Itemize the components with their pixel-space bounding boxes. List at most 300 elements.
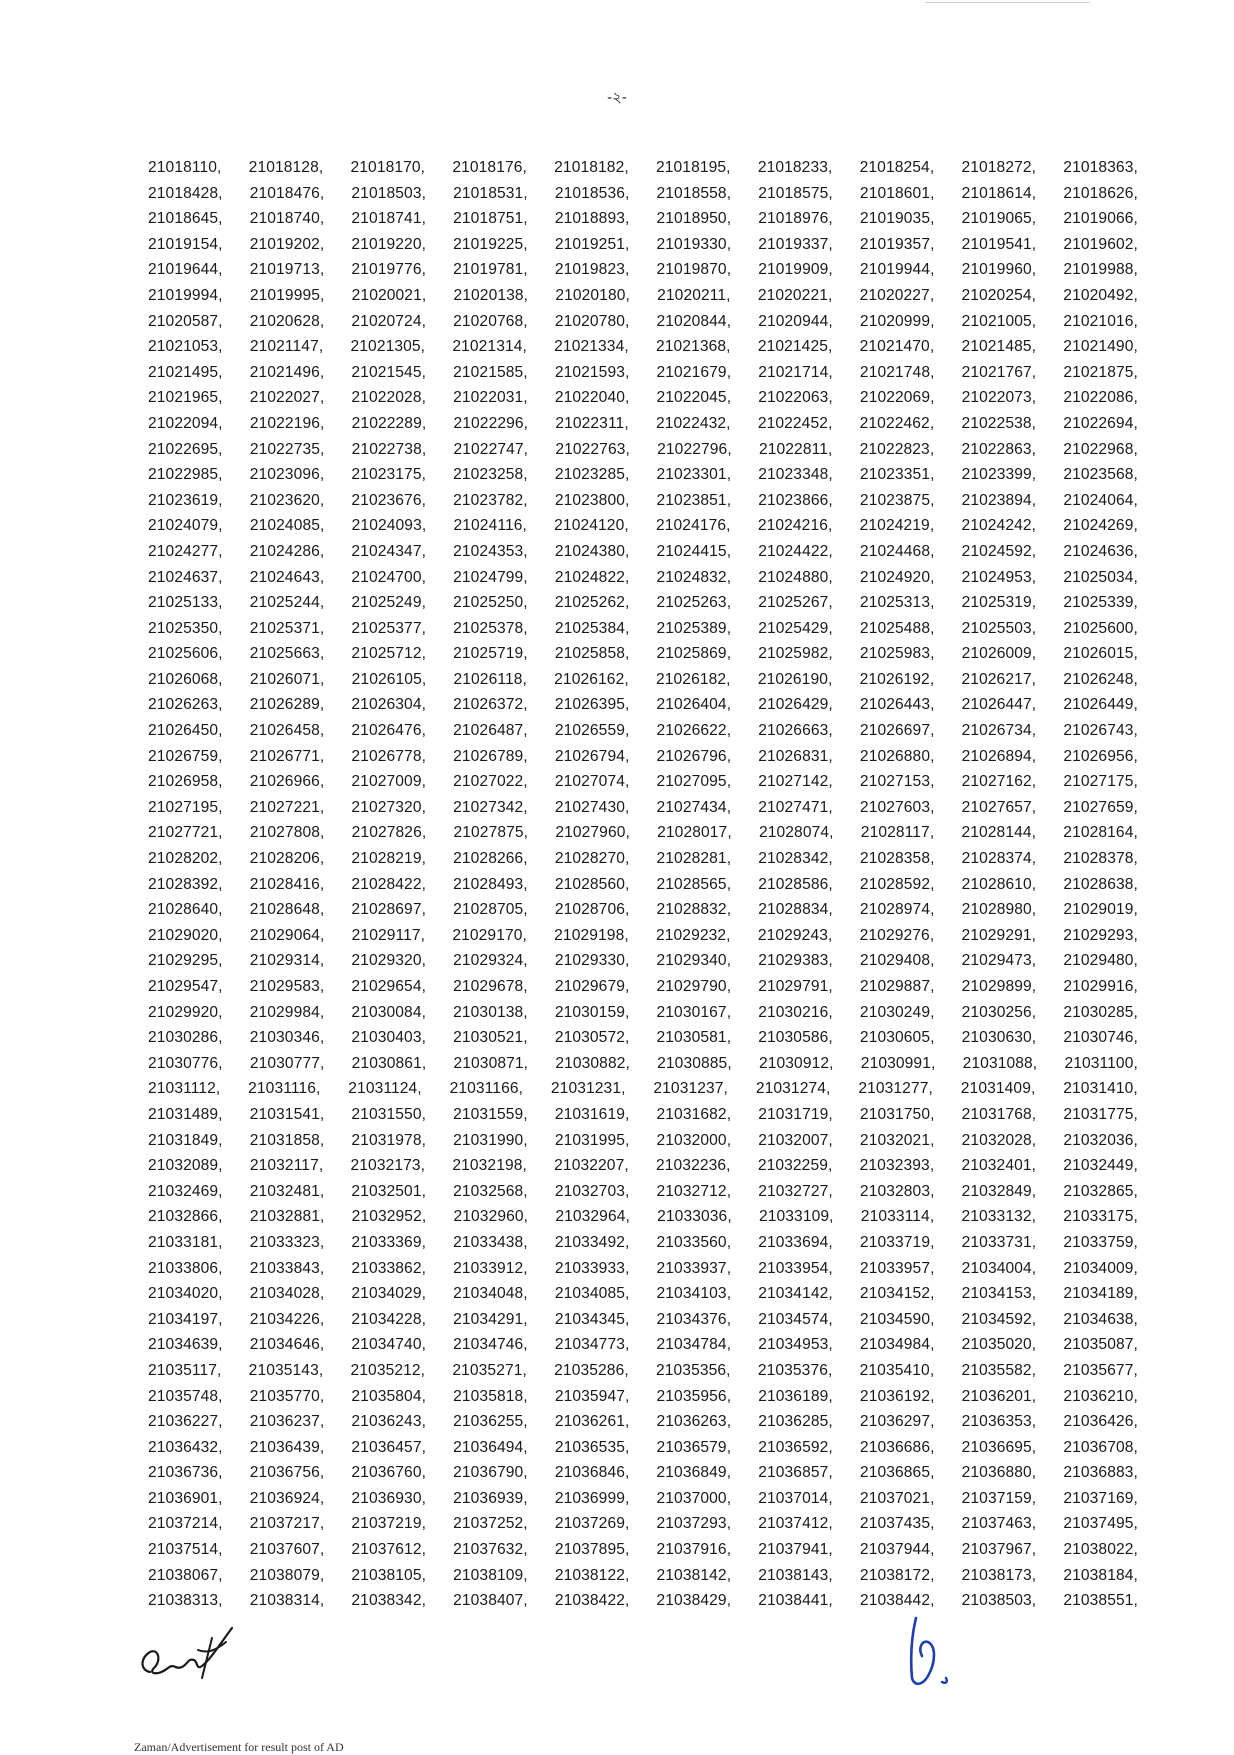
roll-number: 21037269, [554, 1515, 630, 1533]
roll-number: 21034773, [554, 1336, 630, 1354]
roll-number: 21026476, [351, 722, 427, 740]
roll-number: 21030521, [453, 1029, 528, 1047]
roll-number: 21028980, [961, 901, 1037, 919]
roll-number: 21032881, [249, 1208, 325, 1226]
roll-number: 21028374, [961, 850, 1037, 868]
roll-number: 21027175, [1063, 773, 1138, 791]
roll-number: 21030084, [351, 1003, 427, 1021]
roll-number: 21036353, [961, 1413, 1037, 1431]
roll-number: 21022763, [555, 440, 630, 458]
roll-number: 21026778, [351, 747, 427, 765]
roll-number: 21037412, [758, 1515, 833, 1533]
roll-number: 21036857, [758, 1464, 833, 1482]
roll-number: 21026743, [1063, 722, 1138, 740]
roll-number: 21024920, [859, 568, 935, 586]
left-signature [128, 1620, 238, 1690]
roll-number: 21026796, [656, 747, 732, 765]
roll-number: 21026071, [249, 670, 325, 688]
roll-row [148, 641, 1138, 667]
roll-number: 21026759, [148, 747, 223, 765]
roll-number: 21022289, [351, 414, 427, 432]
roll-number: 21032703, [554, 1182, 630, 1200]
roll-number: 21021748, [859, 363, 935, 381]
roll-number: 21021496, [249, 363, 325, 381]
roll-number: 21029117, [351, 926, 426, 944]
roll-number: 21020724, [351, 312, 427, 330]
roll-number: 21020180, [555, 286, 630, 304]
roll-row [148, 181, 1138, 207]
roll-number: 21033492, [554, 1233, 630, 1251]
roll-number: 21021053, [148, 338, 223, 356]
roll-number: 21023301, [656, 466, 732, 484]
roll-number: 21038022, [1063, 1541, 1138, 1559]
roll-number: 21026289, [249, 696, 325, 714]
roll-number: 21031409, [960, 1080, 1036, 1098]
roll-number: 21028202, [148, 850, 223, 868]
roll-number: 21022863, [961, 440, 1037, 458]
roll-number: 21038142, [656, 1566, 732, 1584]
roll-number: 21029291, [961, 926, 1037, 944]
roll-row [148, 1332, 1138, 1358]
roll-number: 21038109, [453, 1566, 528, 1584]
roll-number: 21029790, [656, 978, 732, 995]
roll-number: 21035117, [148, 1361, 222, 1379]
roll-number: 21021490, [1063, 338, 1138, 356]
roll-number: 21036760, [351, 1464, 427, 1482]
roll-number: 21018626, [1063, 184, 1138, 202]
roll-number: 21019781, [453, 261, 528, 279]
roll-number: 21024064, [1063, 491, 1138, 509]
roll-number: 21038422, [554, 1592, 630, 1610]
roll-number: 21037169, [1063, 1489, 1138, 1507]
roll-number: 21022040, [554, 389, 630, 407]
roll-number: 21028638, [1063, 875, 1138, 893]
roll-number: 21018363, [1063, 159, 1138, 176]
roll-number: 21028560, [554, 875, 630, 893]
roll-row [148, 769, 1138, 795]
roll-number: 21027659, [1063, 798, 1138, 816]
roll-number: 21034376, [656, 1310, 732, 1328]
roll-number: 21032021, [859, 1131, 935, 1149]
roll-number: 21025488, [859, 619, 935, 637]
roll-number: 21024468, [859, 542, 935, 560]
roll-number: 21030159, [554, 1003, 630, 1021]
roll-number: 21033843, [249, 1259, 325, 1277]
roll-row [148, 1384, 1138, 1410]
roll-number: 21020628, [249, 312, 325, 330]
roll-number: 21025429, [758, 619, 833, 637]
roll-number: 21031719, [758, 1105, 833, 1123]
roll-number: 21023800, [554, 491, 630, 509]
roll-number: 21032865, [1063, 1182, 1138, 1200]
roll-number: 21029899, [961, 978, 1037, 995]
roll-number: 21036736, [148, 1464, 223, 1482]
roll-number: 21033181, [148, 1233, 223, 1251]
roll-number: 21025350, [148, 619, 223, 637]
roll-number: 21031124, [348, 1080, 422, 1098]
roll-number: 21018950, [656, 210, 732, 228]
roll-number: 21020587, [148, 312, 223, 330]
roll-number: 21029408, [859, 952, 935, 970]
roll-row [148, 1025, 1138, 1051]
roll-number: 21022694, [1063, 414, 1138, 432]
roll-number: 21030216, [758, 1003, 833, 1021]
roll-number: 21027826, [351, 824, 427, 842]
roll-number: 21019776, [351, 261, 427, 279]
roll-number: 21035410, [859, 1361, 935, 1379]
roll-number: 21034197, [148, 1310, 223, 1328]
roll-number: 21028705, [453, 901, 528, 919]
roll-number: 21018428, [148, 184, 223, 202]
roll-number: 21028422, [351, 875, 427, 893]
roll-number: 21024216, [757, 517, 833, 535]
roll-number: 21031100, [1064, 1054, 1138, 1072]
roll-number: 21031237, [653, 1080, 728, 1098]
roll-number: 21023096, [249, 466, 325, 484]
roll-number: 21021875, [1063, 363, 1138, 381]
roll-number: 21031559, [453, 1105, 528, 1123]
roll-row [148, 385, 1138, 411]
roll-row [148, 1511, 1138, 1537]
roll-number: 21029583, [249, 978, 325, 995]
roll-number: 21021593, [554, 363, 630, 381]
roll-number: 21028378, [1063, 850, 1138, 868]
roll-number: 21029293, [1063, 926, 1138, 944]
roll-number: 21036432, [148, 1438, 223, 1456]
right-initial [902, 1612, 962, 1692]
roll-number: 21024242, [961, 517, 1037, 535]
roll-number: 21029295, [148, 952, 223, 970]
roll-number: 21026831, [758, 747, 833, 765]
roll-number: 21020844, [656, 312, 732, 330]
roll-number: 21028144, [961, 824, 1037, 842]
roll-number: 21024380, [554, 542, 630, 560]
roll-number: 21025600, [1063, 619, 1138, 637]
roll-number: 21028219, [351, 850, 427, 868]
roll-number: 21038172, [859, 1566, 935, 1584]
roll-number: 21029654, [351, 978, 427, 995]
roll-number: 21022738, [351, 440, 427, 458]
roll-number: 21029473, [961, 952, 1037, 970]
roll-number: 21036708, [1063, 1438, 1138, 1456]
roll-number: 21036457, [351, 1438, 427, 1456]
roll-number: 21026009, [961, 645, 1037, 663]
roll-number: 21034020, [148, 1285, 223, 1303]
roll-number: 21036846, [554, 1464, 630, 1482]
roll-number: 21022196, [249, 414, 325, 432]
roll-number: 21031978, [351, 1131, 427, 1149]
roll-number: 21025313, [859, 594, 935, 612]
roll-number: 21032803, [859, 1182, 935, 1200]
roll-number: 21036439, [249, 1438, 325, 1456]
roll-number: 21029920, [148, 1003, 223, 1021]
roll-number: 21026304, [351, 696, 427, 714]
roll-number: 21022311, [555, 414, 629, 432]
roll-row [148, 565, 1138, 591]
roll-row [148, 795, 1138, 821]
roll-number: 21028706, [554, 901, 630, 919]
roll-number: 21024079, [148, 517, 223, 535]
roll-row [148, 206, 1138, 232]
roll-number: 21025869, [656, 645, 732, 663]
roll-number: 21028206, [249, 850, 325, 868]
roll-number: 21036210, [1063, 1387, 1138, 1405]
roll-number: 21036285, [758, 1413, 833, 1431]
roll-number: 21029170, [452, 926, 527, 944]
roll-number: 21024120, [554, 517, 629, 535]
roll-number: 21033759, [1063, 1233, 1138, 1251]
roll-number: 21030630, [961, 1029, 1037, 1047]
roll-number: 21034189, [1063, 1285, 1138, 1303]
roll-number: 21026794, [554, 747, 630, 765]
roll-number: 21033132, [961, 1208, 1037, 1226]
roll-number: 21019220, [351, 235, 427, 253]
roll-number: 21024953, [961, 568, 1037, 586]
roll-row [148, 1179, 1138, 1205]
roll-number: 21021016, [1063, 312, 1138, 330]
roll-number: 21018741, [351, 210, 427, 228]
roll-number: 21025606, [148, 645, 223, 663]
roll-number: 21026622, [656, 722, 732, 740]
roll-number: 21036930, [351, 1489, 427, 1507]
roll-number: 21029679, [554, 978, 630, 995]
roll-number: 21018645, [148, 210, 223, 228]
roll-number: 21026182, [655, 670, 731, 688]
roll-number: 21019602, [1063, 235, 1138, 253]
roll-number: 21034590, [859, 1310, 935, 1328]
roll-number: 21023894, [961, 491, 1037, 509]
roll-number: 21023285, [554, 466, 630, 484]
roll-number: 21021767, [961, 363, 1037, 381]
roll-number: 21026263, [148, 696, 223, 714]
roll-number: 21032712, [656, 1182, 732, 1200]
roll-number: 21022069, [859, 389, 935, 407]
roll-number: 21036592, [758, 1438, 833, 1456]
roll-number: 21037967, [961, 1541, 1037, 1559]
roll-number: 21030138, [453, 1003, 528, 1021]
roll-number: 21026372, [453, 696, 528, 714]
roll-number: 21038143, [758, 1566, 833, 1584]
roll-number: 21026217, [961, 670, 1037, 688]
roll-number: 21021470, [859, 338, 935, 356]
roll-number: 21034152, [859, 1285, 935, 1303]
roll-number: 21032036, [1063, 1131, 1138, 1149]
roll-number: 21024176, [655, 517, 731, 535]
footer-note: Zaman/Advertisement for result post of AD [134, 1740, 344, 1754]
roll-number: 21024592, [961, 542, 1037, 560]
roll-number: 21021314, [452, 338, 527, 356]
roll-number: 21034226, [249, 1310, 325, 1328]
roll-number: 21033731, [961, 1233, 1037, 1251]
roll-row [148, 1153, 1138, 1179]
roll-number: 21018976, [758, 210, 833, 228]
roll-number: 21022462, [859, 414, 935, 432]
roll-number: 21032401, [961, 1157, 1037, 1175]
roll-number: 21029480, [1063, 952, 1138, 970]
roll-number: 21032501, [351, 1182, 427, 1200]
roll-number: 21024637, [148, 568, 223, 586]
roll-number: 21037014, [758, 1489, 833, 1507]
roll-number: 21037632, [453, 1541, 528, 1559]
roll-row [148, 1256, 1138, 1282]
roll-number: 21024822, [554, 568, 630, 586]
roll-row [148, 1435, 1138, 1461]
roll-number: 21032866, [148, 1208, 223, 1226]
roll-number: 21021965, [148, 389, 223, 407]
roll-number: 21024880, [758, 568, 833, 586]
roll-number: 21018751, [453, 210, 528, 228]
roll-row [148, 1102, 1138, 1128]
roll-number-list [148, 155, 1138, 1614]
roll-row [148, 667, 1138, 693]
roll-number: 21037293, [656, 1515, 732, 1533]
roll-number: 21029678, [453, 978, 528, 995]
roll-number: 21026487, [453, 722, 528, 740]
roll-row [148, 462, 1138, 488]
roll-number: 21018254, [859, 159, 935, 176]
roll-number: 21025858, [554, 645, 630, 663]
roll-number: 21022031, [453, 389, 528, 407]
roll-number: 21034574, [758, 1310, 833, 1328]
roll-number: 21024085, [249, 517, 325, 535]
roll-number: 21031410, [1063, 1080, 1138, 1098]
roll-number: 21022695, [148, 440, 223, 458]
roll-number: 21025034, [1063, 568, 1138, 586]
roll-number: 21036201, [961, 1387, 1037, 1405]
roll-number: 21037612, [351, 1541, 427, 1559]
roll-number: 21034004, [961, 1259, 1037, 1277]
roll-number: 21030746, [1063, 1029, 1138, 1047]
roll-number: 21030256, [961, 1003, 1037, 1021]
roll-number: 21027430, [554, 798, 630, 816]
roll-number: 21031088, [962, 1054, 1038, 1072]
roll-number: 21024093, [351, 517, 427, 535]
roll-number: 21038429, [656, 1592, 732, 1610]
roll-number: 21033175, [1063, 1208, 1138, 1226]
roll-row [148, 820, 1138, 846]
roll-number: 21022073, [961, 389, 1037, 407]
roll-number: 21034638, [1063, 1310, 1138, 1328]
roll-number: 21030572, [554, 1029, 630, 1047]
roll-number: 21018182, [554, 159, 629, 176]
roll-number: 21037607, [249, 1541, 325, 1559]
roll-number: 21023175, [351, 466, 427, 484]
roll-number: 21031116, [248, 1080, 321, 1098]
roll-number: 21036756, [249, 1464, 325, 1482]
roll-number: 21026248, [1063, 670, 1138, 688]
roll-number: 21025384, [554, 619, 630, 637]
roll-row [148, 1000, 1138, 1026]
roll-number: 21030777, [249, 1054, 325, 1072]
roll-number: 21037916, [656, 1541, 732, 1559]
roll-number: 21037495, [1063, 1515, 1138, 1533]
roll-number: 21028117, [860, 824, 935, 842]
roll-number: 21022027, [249, 389, 325, 407]
roll-number: 21035356, [655, 1361, 731, 1379]
roll-number: 21037000, [656, 1489, 732, 1507]
roll-number: 21025133, [148, 594, 223, 612]
roll-number: 21034639, [148, 1336, 223, 1354]
roll-number: 21024277, [148, 542, 223, 560]
roll-row [148, 1230, 1138, 1256]
roll-number: 21026015, [1063, 645, 1138, 663]
roll-number: 21029320, [351, 952, 427, 970]
roll-number: 21024422, [758, 542, 833, 560]
roll-row [148, 974, 1138, 1000]
roll-number: 21023676, [351, 491, 427, 509]
roll-number: 21031274, [755, 1080, 831, 1098]
roll-number: 21029020, [148, 926, 223, 944]
roll-number: 21023258, [453, 466, 528, 484]
roll-number: 21037214, [148, 1515, 223, 1533]
roll-number: 21034142, [758, 1285, 833, 1303]
roll-number: 21029916, [1063, 978, 1138, 995]
roll-number: 21035748, [148, 1387, 223, 1405]
roll-number: 21027320, [351, 798, 427, 816]
roll-number: 21021334, [554, 338, 629, 356]
roll-number: 21032000, [656, 1131, 732, 1149]
top-edge-rule [925, 2, 1090, 3]
roll-number: 21038067, [148, 1566, 223, 1584]
roll-number: 21035818, [453, 1387, 528, 1405]
roll-row [148, 744, 1138, 770]
roll-row [148, 1460, 1138, 1486]
roll-number: 21028074, [758, 824, 834, 842]
roll-number: 21030885, [657, 1054, 732, 1072]
roll-number: 21026192, [859, 670, 935, 688]
roll-number: 21033954, [758, 1259, 833, 1277]
roll-row [148, 257, 1138, 283]
roll-number: 21038342, [351, 1592, 427, 1610]
roll-number: 21023866, [758, 491, 833, 509]
roll-number: 21034085, [554, 1285, 630, 1303]
roll-number: 21023620, [249, 491, 325, 509]
roll-number: 21038105, [351, 1566, 427, 1584]
roll-number: 21025389, [656, 619, 732, 637]
roll-number: 21019251, [554, 235, 630, 253]
roll-number: 21027095, [656, 773, 732, 791]
roll-number: 21031990, [453, 1131, 528, 1149]
roll-number: 21029984, [249, 1003, 325, 1021]
roll-number: 21028270, [554, 850, 630, 868]
roll-number: 21027721, [148, 824, 223, 842]
roll-number: 21036865, [859, 1464, 935, 1482]
roll-number: 21019337, [758, 235, 833, 253]
roll-number: 21022086, [1063, 389, 1138, 407]
roll-number: 21033369, [351, 1233, 427, 1251]
roll-number: 21029276, [859, 926, 935, 944]
roll-number: 21019541, [961, 235, 1037, 253]
roll-number: 21022538, [961, 414, 1037, 432]
roll-number: 21031995, [554, 1131, 630, 1149]
roll-number: 21028648, [249, 901, 325, 919]
roll-number: 21020211, [657, 286, 731, 304]
roll-number: 21020221, [757, 286, 833, 304]
roll-number: 21022796, [657, 440, 732, 458]
roll-number: 21028281, [656, 850, 732, 868]
roll-number: 21030167, [656, 1003, 732, 1021]
roll-number: 21035020, [961, 1336, 1037, 1354]
roll-number: 21034028, [249, 1285, 325, 1303]
roll-number: 21022028, [351, 389, 427, 407]
roll-number: 21029340, [656, 952, 732, 970]
roll-number: 21032727, [758, 1182, 833, 1200]
roll-number: 21018272, [961, 159, 1037, 176]
roll-number: 21032849, [961, 1182, 1037, 1200]
roll-number: 21019035, [859, 210, 935, 228]
roll-number: 21019065, [961, 210, 1037, 228]
roll-number: 21024636, [1063, 542, 1138, 560]
